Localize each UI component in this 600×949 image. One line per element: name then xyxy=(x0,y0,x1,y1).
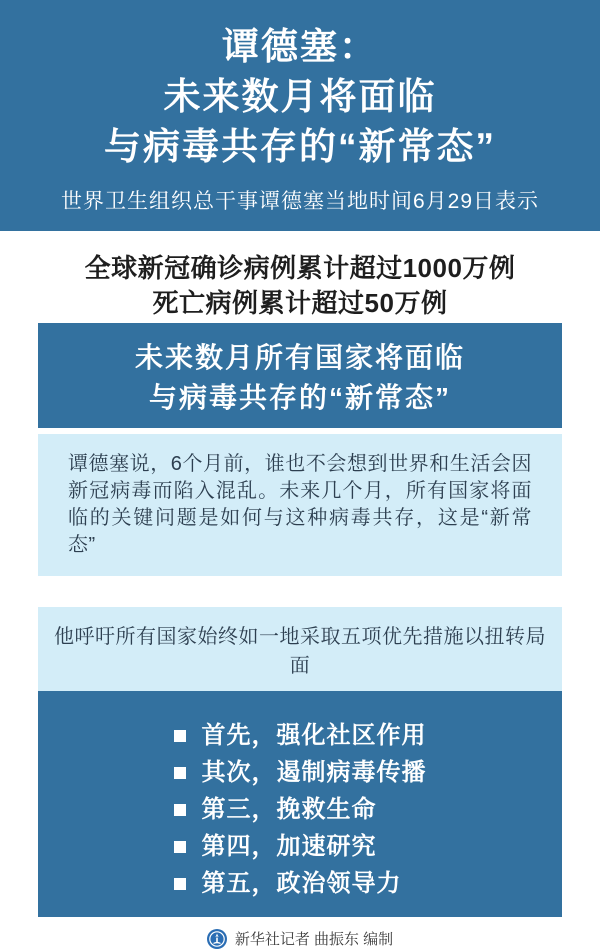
callout-box xyxy=(38,607,562,691)
stats-line-2: 死亡病例累计超过50万例 xyxy=(152,288,448,318)
bullet-square-icon xyxy=(174,804,186,816)
bullet-square-icon xyxy=(174,841,186,853)
quote-text: 谭德塞说，6个月前，谁也不会想到世界和生活会因新冠病毒而陷入混乱。未来几个月，所有国家将面临的关键问题是如何与这种病毒共存，这是“新常态” xyxy=(68,453,532,556)
list-item xyxy=(174,797,427,822)
banner-line-1: 未来数月所有国家将面临 xyxy=(134,342,465,373)
page-title-line-3: 与病毒共存的“新常态” xyxy=(104,126,496,167)
list-item xyxy=(174,723,427,748)
stats-line-1: 全球新冠确诊病例累计超过1000万例 xyxy=(84,253,516,283)
page-subtitle: 世界卫生组织总干事谭德塞当地时间6月29日表示 xyxy=(60,190,540,213)
list-item-text: 第三，挽救生命 xyxy=(201,796,377,823)
list-item-text: 其次，遏制病毒传播 xyxy=(201,759,427,786)
stats-section xyxy=(0,231,600,323)
footer-credit-text: 新华社记者 曲振东 编制 xyxy=(234,931,394,948)
banner-line-2: 与病毒共存的“新常态” xyxy=(148,382,451,413)
list-item-text: 首先，强化社区作用 xyxy=(201,722,427,749)
hero-section xyxy=(0,0,600,231)
banner-section xyxy=(38,323,562,428)
page-title-line-1: 谭德塞： xyxy=(222,26,378,67)
measures-list xyxy=(174,723,427,896)
list-item-text: 第四，加速研究 xyxy=(201,833,377,860)
bullet-square-icon xyxy=(174,730,186,742)
measures-list-box xyxy=(38,691,562,917)
bullet-square-icon xyxy=(174,767,186,779)
quote-box xyxy=(38,434,562,576)
xinhua-emblem-icon xyxy=(207,929,227,949)
list-item xyxy=(174,760,427,785)
page-title-line-2: 未来数月将面临 xyxy=(163,76,437,117)
list-item xyxy=(174,834,427,859)
list-item-text: 第五，政治领导力 xyxy=(201,870,402,897)
callout-text: 他呼吁所有国家始终如一地采取五项优先措施以扭转局面 xyxy=(54,626,546,677)
footer-credit-row xyxy=(0,928,600,949)
bullet-square-icon xyxy=(174,878,186,890)
list-item xyxy=(174,871,427,896)
